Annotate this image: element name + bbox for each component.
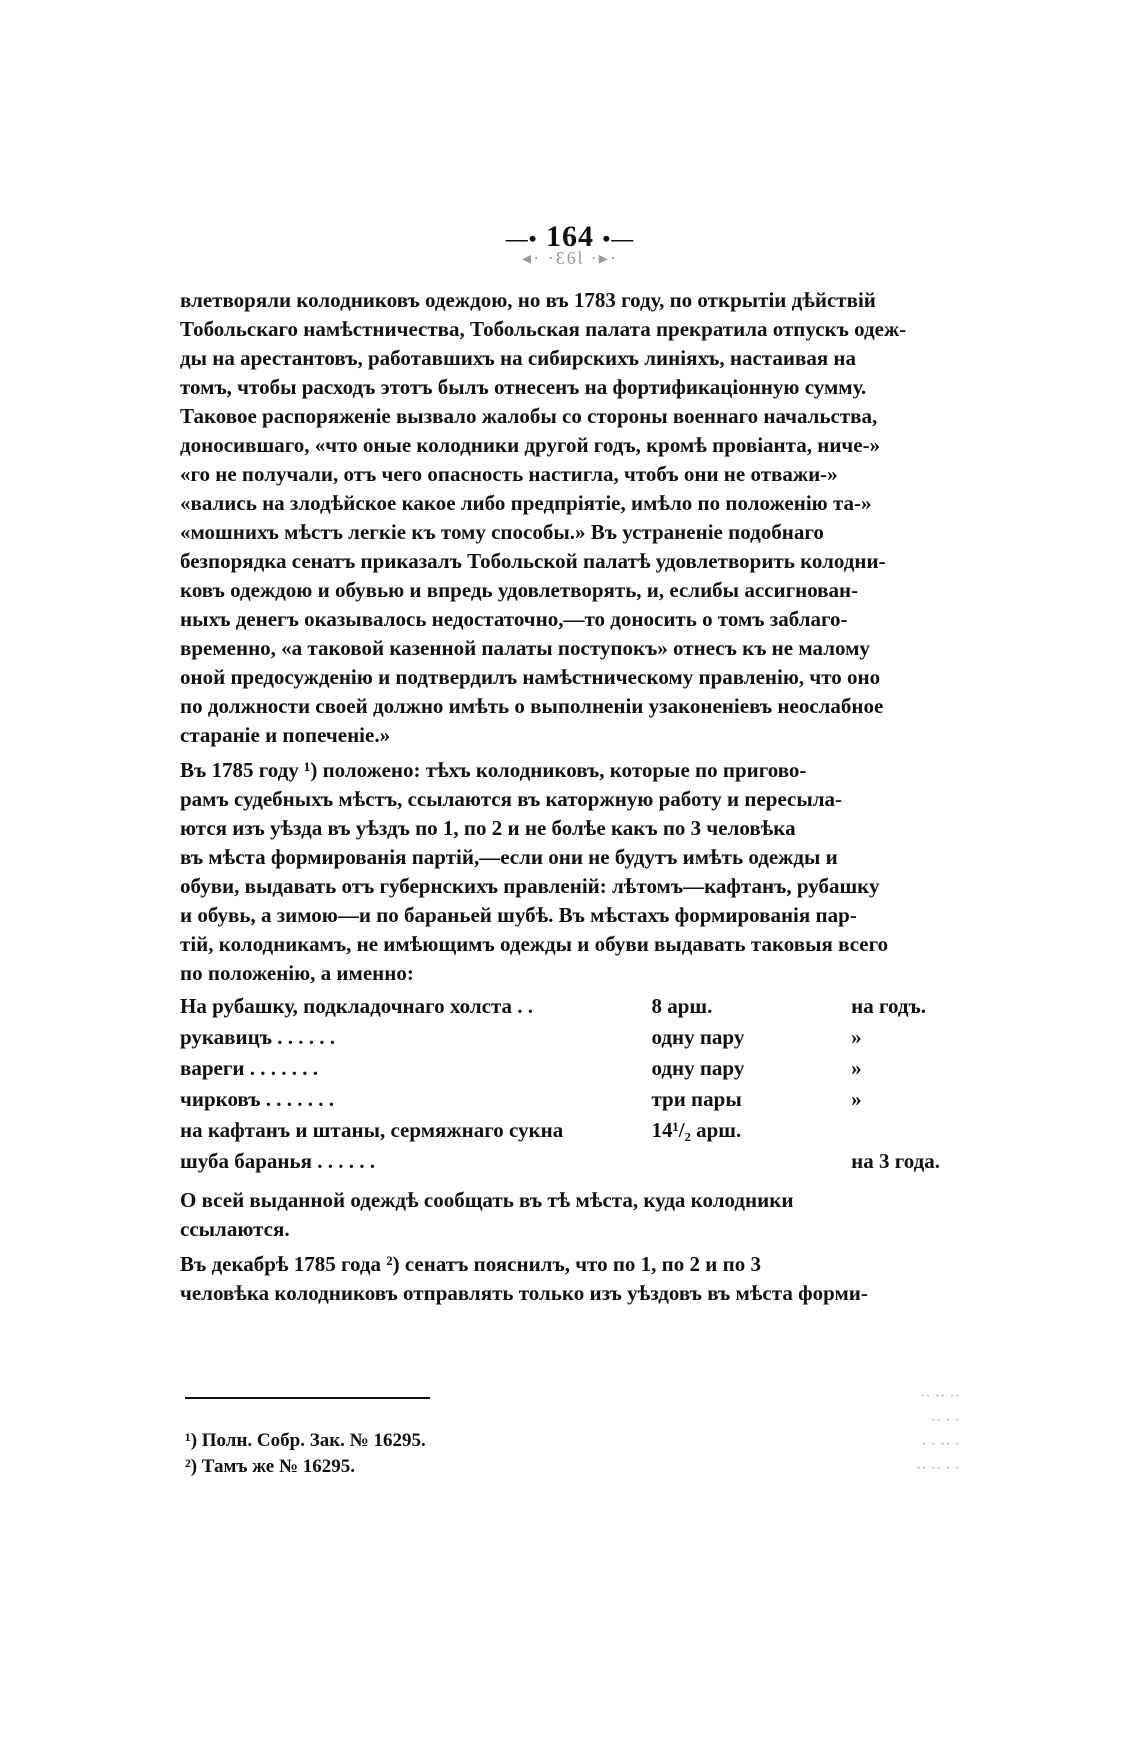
list-item-quantity: 8 арш.: [651, 994, 713, 1018]
list-item-unit: на годъ.: [851, 994, 926, 1018]
list-item-name: чирковъ . . . . . . .: [180, 1087, 334, 1111]
list-item-quantity: одну пару: [651, 1056, 745, 1080]
clothing-allowance-list: [180, 994, 940, 1180]
list-item-unit: »: [851, 1025, 862, 1049]
list-item-name: На рубашку, подкладочнаго холста . .: [180, 994, 534, 1018]
list-item-name: шуба баранья . . . . . .: [180, 1149, 375, 1173]
list-item: [180, 1149, 940, 1180]
list-item: [180, 1025, 940, 1056]
list-item-quantity: три пары: [651, 1087, 742, 1111]
list-item-name: вареги . . . . . . .: [180, 1056, 318, 1080]
paragraph-reporting: О всей выданной одеждѣ сообщать въ тѣ мѣста, куда колодники ссылаются.: [180, 1188, 794, 1241]
bleed-through-text: ·· ·· ·· ·· · · · · ·· · ·· ·· · ·: [916, 1388, 960, 1477]
list-item-quantity: одну пару: [651, 1025, 745, 1049]
body-text: [180, 286, 940, 1308]
footnote-2: ²) Тамъ же № 16295.: [185, 1456, 356, 1477]
page-number: 164: [546, 220, 594, 253]
list-item-unit: [851, 1118, 940, 1149]
paragraph-december-1785: Въ декабрѣ 1785 года ²) сенатъ пояснилъ, что по 1, по 2 и по 3 человѣка колодниковъ отправлять только изъ уѣздовъ въ мѣста форми-: [180, 1252, 868, 1305]
paragraph-1785-regulation: Въ 1785 году ¹) положено: тѣхъ колодниковъ, которые по пригово- рамъ судебныхъ мѣстъ, ссылаются въ каторжную работу и пересыла- ются изъ уѣзда въ уѣздъ по 1, по 2 и не болѣе какъ по 3 человѣка въ мѣста формированія партій,—если они не будутъ имѣть одежды и обуви, выдавать отъ губернскихъ правленій: лѣтомъ—кафтанъ, рубашку и обувь, а зимою—и по бараньей шубѣ. Въ мѣстахъ формированія пар- тій, колодникамъ, не имѣющимъ одежды и обуви выдавать таковыя всего по положенію, а именно:: [180, 758, 889, 985]
list-item: [180, 1056, 940, 1087]
list-item: [180, 1087, 940, 1118]
page-number-decor-right: •—: [602, 226, 635, 252]
footnote-divider: [185, 1397, 430, 1399]
list-item-quantity: 14¹/₂ арш.: [651, 1118, 742, 1142]
list-item: [180, 994, 940, 1025]
list-item-name: на кафтанъ и штаны, сермяжнаго сукна: [180, 1118, 564, 1142]
bleed-through-mark: ◂· ·Ɛ6Ɩ ·▸·: [522, 248, 618, 268]
page-number-decor-left: —•: [505, 226, 538, 252]
list-item-unit: на 3 года.: [851, 1149, 940, 1173]
footnote-1: ¹) Полн. Собр. Зак. № 16295.: [185, 1430, 426, 1451]
list-item-quantity: [651, 1149, 851, 1180]
list-item: [180, 1118, 940, 1149]
paragraph-continuation: влетворяли колодниковъ одеждою, но въ 1783 году, по открытіи дѣйствій Тобольскаго намѣстничества, Тобольская палата прекратила отпускъ одеж- ды на арестантовъ, работавшихъ на сибирскихъ линіяхъ, настаивая на томъ, чтобы расходъ этотъ былъ отнесенъ на фортификаціонную сумму. Таковое распоряженіе вызвало жалобы со стороны военнаго начальства, доносившаго, «что оные колодники другой годъ, кромѣ провіанта, ниче-» «го не получали, отъ чего опасность настигла, чтобъ они не отважи-» «вались на злодѣйское какое либо предпріятіе, имѣло по положенію та-» «мошнихъ мѣстъ легкіе къ тому способы.» Въ устраненіе подобнаго безпорядка сенатъ приказалъ Тобольской палатѣ удовлетворить колодни- ковъ одеждою и обувью и впредь удовлетворять, и, еслибы ассигнован- ныхъ денегъ оказывалось недостаточно,—то доносить о томъ заблаго- временно, «а таковой казенной палаты поступокъ» отнесъ къ не малому оной предосужденію и подтвердилъ намѣстническому правленію, что оно по должности своей должно имѣть о выполненіи узаконеніевъ неослабное стараніе и попеченіе.»: [180, 288, 907, 747]
footnotes: [185, 1428, 426, 1480]
list-item-name: рукавицъ . . . . . .: [180, 1025, 335, 1049]
list-item-unit: »: [851, 1087, 862, 1111]
list-item-unit: »: [851, 1056, 862, 1080]
